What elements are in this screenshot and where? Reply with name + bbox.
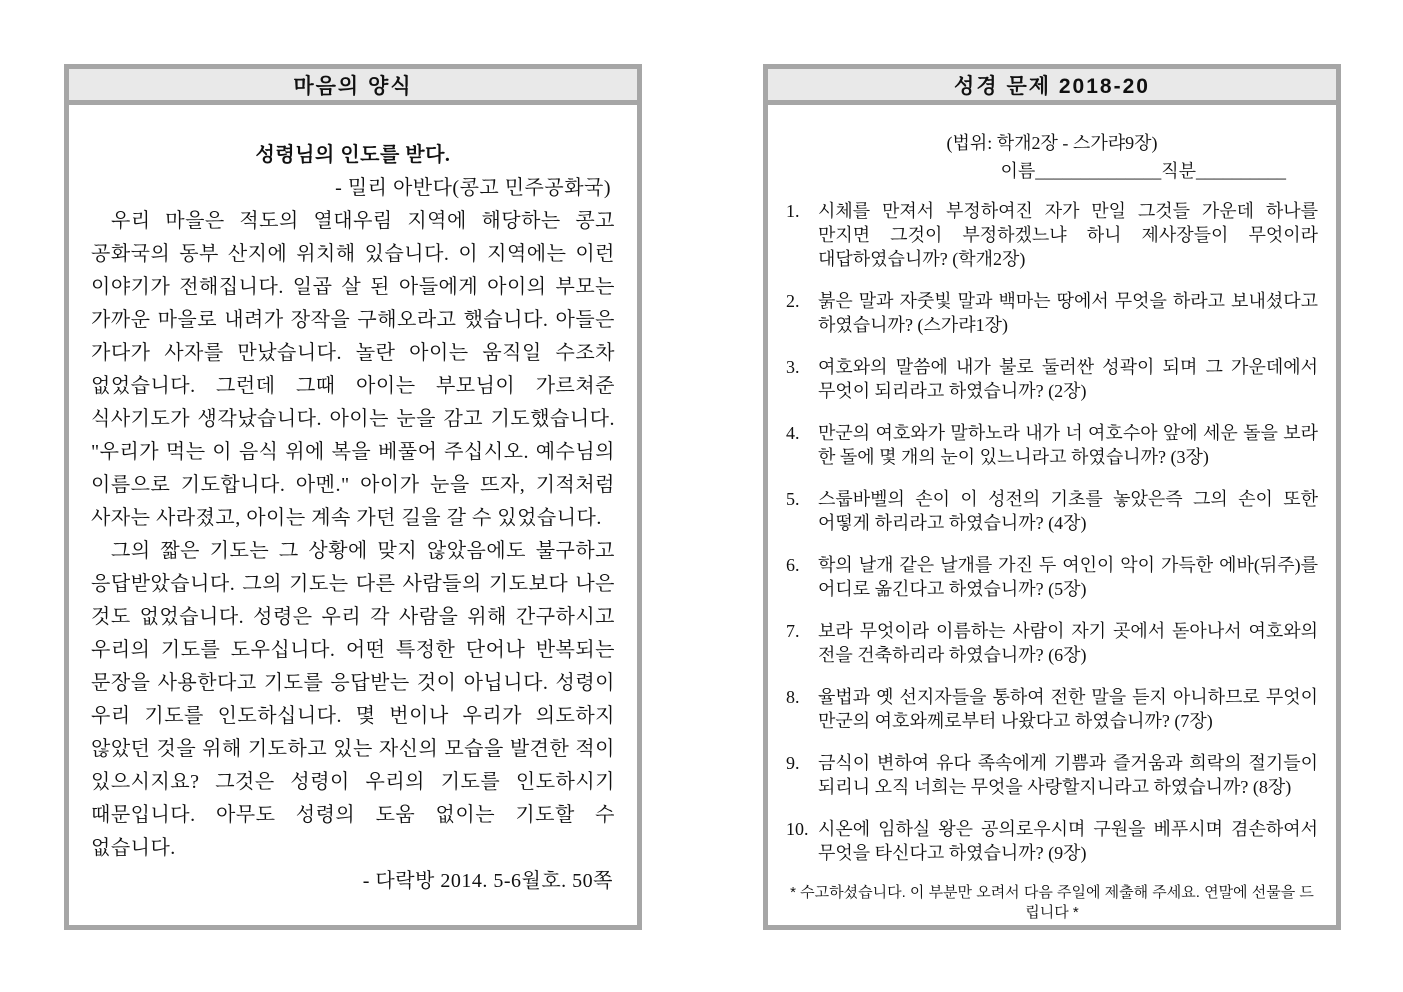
question-row-3 bbox=[786, 355, 1318, 403]
name-label: 이름 bbox=[1000, 161, 1036, 181]
right-panel-header bbox=[768, 69, 1336, 105]
essay-author-line: - 밀리 아반다(콩고 민주공화국) bbox=[335, 177, 611, 199]
question-number: 8. bbox=[786, 687, 800, 707]
essay-title: 성령님의 인도를 받다. bbox=[255, 144, 451, 166]
quiz-scope-line: (법위: 학개2장 - 스가랴9장) bbox=[946, 133, 1158, 153]
question-number: 7. bbox=[786, 621, 800, 641]
question-number: 10. bbox=[786, 819, 809, 839]
right-panel bbox=[763, 64, 1341, 930]
left-panel-header-title: 마음의 양식 bbox=[293, 74, 413, 98]
question-text: 금식이 변하여 유다 족속에게 기쁨과 즐거움과 희락의 절기들이 되리니 오직 너희는 무엇을 사랑할지니라고 하였습니까? (8장) bbox=[818, 753, 1318, 797]
question-text: 붉은 말과 자줏빛 말과 백마는 땅에서 무엇을 하라고 보내셨다고 하였습니까? (스가랴1장) bbox=[818, 291, 1318, 335]
right-panel-header-title: 성경 문제 2018-20 bbox=[954, 74, 1150, 98]
essay-source-line: - 다락방 2014. 5-6월호. 50쪽 bbox=[362, 870, 613, 892]
question-list bbox=[786, 199, 1318, 865]
question-row-4 bbox=[786, 421, 1318, 469]
question-number: 1. bbox=[786, 201, 800, 221]
question-text: 스룹바벨의 손이 이 성전의 기초를 놓았은즉 그의 손이 또한 어떻게 하리라고 하였습니까? (4장) bbox=[818, 489, 1318, 533]
left-panel-body bbox=[69, 105, 637, 898]
question-row-5 bbox=[786, 487, 1318, 535]
question-text: 여호와의 말씀에 내가 불로 둘러싼 성곽이 되며 그 가운데에서 무엇이 되리라고 하였습니까? (2장) bbox=[818, 357, 1318, 401]
essay-paragraph-2: 그의 짧은 기도는 그 상황에 맞지 않았음에도 불구하고 응답받았습니다. 그의 기도는 다른 사람들의 기도보다 나은 것도 없었습니다. 성령은 우리 각 사람을 위해 간구하시고 우리의 기도를 도우십니다. 어떤 특정한 단어나 반복되는 문장을 사용한다고 기도를 응답받는 것이 아닙니다. 성령이 우리 기도를 인도하십니다. 몇 번이나 우리가 의도하지 않았던 것을 위해 기도하고 있는 자신의 모습을 발견한 적이 있으시지요? 그것은 성령이 우리의 기도를 인도하시기 때문입니다. 아무도 성령의 도움 없이는 기도할 수 없습니다. bbox=[91, 540, 615, 859]
left-panel bbox=[64, 64, 642, 930]
question-text: 율법과 옛 선지자들을 통하여 전한 말을 듣지 아니하므로 무엇이 만군의 여호와께로부터 나왔다고 하였습니까? (7장) bbox=[818, 687, 1318, 731]
name-blank-field: ______________ bbox=[1035, 161, 1162, 181]
right-panel-body bbox=[768, 105, 1336, 923]
question-number: 4. bbox=[786, 423, 800, 443]
question-row-2 bbox=[786, 289, 1318, 337]
question-row-10 bbox=[786, 817, 1318, 865]
question-number: 6. bbox=[786, 555, 800, 575]
question-row-6 bbox=[786, 553, 1318, 601]
left-panel-header bbox=[69, 69, 637, 105]
question-row-7 bbox=[786, 619, 1318, 667]
question-text: 시체를 만져서 부정하여진 자가 만일 그것들 가운데 하나를 만지면 그것이 부정하겠느냐 하니 제사장들이 무엇이라 대답하였습니까? (학개2장) bbox=[818, 201, 1318, 269]
position-label: 직분 bbox=[1161, 161, 1196, 181]
question-number: 9. bbox=[786, 753, 800, 773]
submission-note: * 수고하셨습니다. 이 부분만 오려서 다음 주일에 제출해 주세요. 연말에 선물을 드립니다 * bbox=[790, 884, 1314, 921]
question-number: 2. bbox=[786, 291, 800, 311]
question-row-8 bbox=[786, 685, 1318, 733]
question-row-9 bbox=[786, 751, 1318, 799]
question-text: 만군의 여호와가 말하노라 내가 너 여호수아 앞에 세운 돌을 보라 한 돌에 몇 개의 눈이 있느니라고 하였습니까? (3장) bbox=[818, 423, 1318, 467]
question-row-1 bbox=[786, 199, 1318, 271]
question-text: 시온에 임하실 왕은 공의로우시며 구원을 베푸시며 겸손하여서 무엇을 타신다고 하였습니까? (9장) bbox=[818, 819, 1318, 863]
question-text: 보라 무엇이라 이름하는 사람이 자기 곳에서 돋아나서 여호와의 전을 건축하리라 하였습니까? (6장) bbox=[818, 621, 1318, 665]
essay-paragraph-1: 우리 마을은 적도의 열대우림 지역에 해당하는 콩고 공화국의 동부 산지에 위치해 있습니다. 이 지역에는 이런 이야기가 전해집니다. 일곱 살 된 아들에게 아이의 부모는 가까운 마을로 내려가 장작을 구해오라고 했습니다. 아들은 가다가 사자를 만났습니다. 놀란 아이는 움직일 수조차 없었습니다. 그런데 그때 아이는 부모님이 가르쳐준 식사기도가 생각났습니다. 아이는 눈을 감고 기도했습니다. "우리가 먹는 이 음식 위에 복을 베풀어 주십시오. 예수님의 이름으로 기도합니다. 아멘." 아이가 눈을 뜨자, 기적처럼 사자는 사라졌고, 아이는 계속 가던 길을 갈 수 있었습니다. bbox=[91, 210, 615, 529]
position-blank-field: __________ bbox=[1196, 161, 1286, 181]
name-position-line bbox=[786, 159, 1318, 183]
question-text: 학의 날개 같은 날개를 가진 두 여인이 악이 가득한 에바(뒤주)를 어디로 옮긴다고 하였습니까? (5장) bbox=[818, 555, 1318, 599]
question-number: 3. bbox=[786, 357, 800, 377]
question-number: 5. bbox=[786, 489, 800, 509]
